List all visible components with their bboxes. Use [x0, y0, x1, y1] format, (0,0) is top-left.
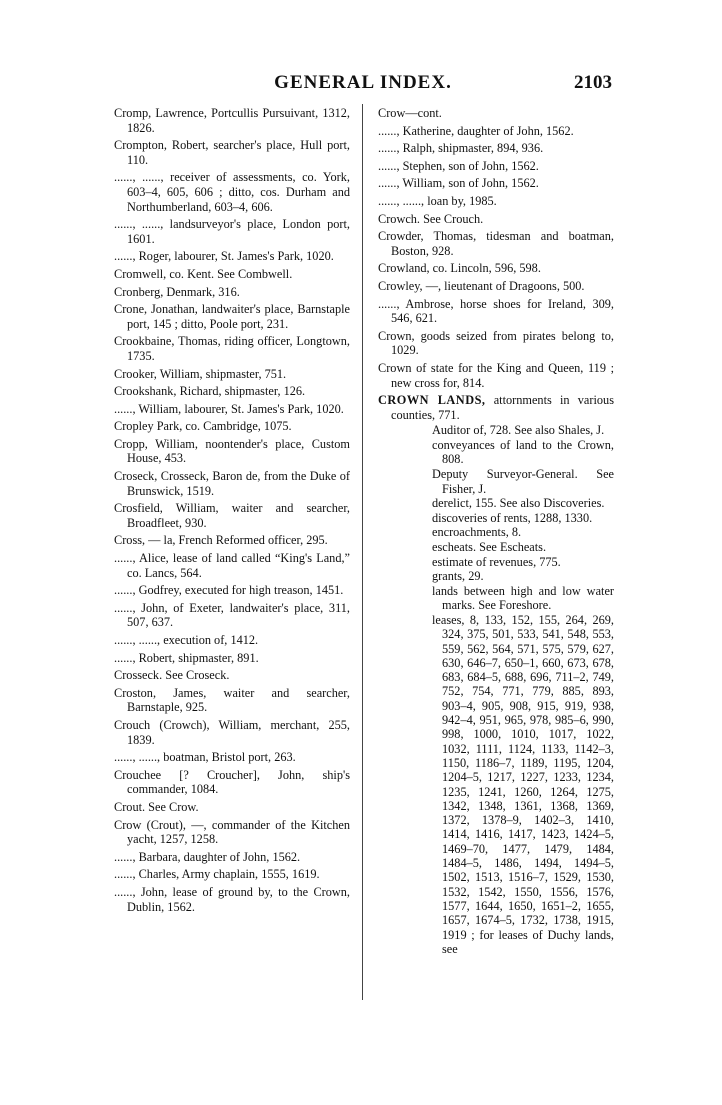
crown-lands-subentry: derelict, 155. See also Discoveries.: [432, 496, 605, 511]
crown-lands-entry: [378, 393, 614, 422]
index-entry: Cropley Park, co. Cambridge, 1075.: [114, 419, 292, 434]
index-entry: Cromwell, co. Kent. See Combwell.: [114, 266, 293, 281]
index-entry: Crout. See Crow.: [114, 799, 199, 814]
index-entry: ......, Robert, shipmaster, 891.: [114, 650, 259, 665]
index-entry: Cromp, Lawrence, Portcullis Pursuivant, 1312, 1826.: [114, 106, 350, 135]
index-entry: Crosfield, William, waiter and searcher, Broadfleet, 930.: [114, 501, 350, 530]
index-entry: ......, Alice, lease of land called “King's Land,” co. Lancs, 564.: [114, 551, 350, 580]
index-entry: Crookbaine, Thomas, riding officer, Longtown, 1735.: [114, 334, 350, 363]
column-divider: [362, 104, 363, 1000]
index-entry: ......, ......, boatman, Bristol port, 263.: [114, 750, 296, 765]
index-entry: Crown of state for the King and Queen, 119 ; new cross for, 814.: [378, 360, 614, 390]
crown-lands-subentry: grants, 29.: [432, 569, 484, 584]
index-entry: ......, Roger, labourer, St. James's Park, 1020.: [114, 249, 334, 264]
index-entry: ......, Katherine, daughter of John, 1562.: [378, 123, 574, 138]
index-entry: ......, Ralph, shipmaster, 894, 936.: [378, 141, 544, 156]
crown-lands-leases: leases, 8, 133, 152, 155, 264, 269, 324, 375, 501, 533, 541, 548, 553, 559, 562, 564, 571, 575, 579, 627, 630, 646–7, 650–1, 660, 673, 678, 683, 684–5, 688, 696, 711–2, 749, 752, 754, 771, 779, 885, 893, 903–4, 905, 908, 915, 919, 938, 942–4, 951, 965, 978, 985–6, 990, 998, 1000, 1010, 1017, 1022, 1032, 1111, 1124, 1133, 1142–3, 1150, 1186–7, 1189, 1195, 1204, 1204–5, 1217, 1227, 1233, 1234, 1235, 1241, 1260, 1264, 1275, 1342, 1348, 1361, 1368, 1369, 1372, 1378–9, 1402–3, 1410, 1414, 1416, 1417, 1423, 1424–5, 1469–70, 1477, 1479, 1484, 1484–5, 1486, 1494, 1494–5, 1502, 1513, 1516–7, 1529, 1530, 1532, 1542, 1550, 1556, 1576, 1577, 1644, 1650, 1651–2, 1655, 1657, 1674–5, 1732, 1738, 1915, 1919 ; for leases of Duchy lands, see: [432, 613, 614, 956]
index-entry: Cross, — la, French Reformed officer, 295.: [114, 533, 328, 548]
index-entry: ......, Stephen, son of John, 1562.: [378, 158, 539, 173]
crown-lands-subentry: encroachments, 8.: [432, 525, 522, 540]
index-entry: Crone, Jonathan, landwaiter's place, Barnstaple port, 145 ; ditto, Poole port, 231.: [114, 302, 350, 331]
running-head: GENERAL INDEX.: [274, 72, 452, 93]
index-entry: Crowland, co. Lincoln, 596, 598.: [378, 261, 541, 276]
index-entry: Crow (Crout), —, commander of the Kitchen yacht, 1257, 1258.: [114, 817, 350, 847]
crown-lands-subentry: discoveries of rents, 1288, 1330.: [432, 510, 593, 525]
index-entry: ......, ......, loan by, 1985.: [378, 193, 497, 208]
index-entry: Crowley, —, lieutenant of Dragoons, 500.: [378, 278, 585, 293]
index-entry: Croston, James, waiter and searcher, Barnstaple, 925.: [114, 685, 350, 715]
index-entry: Crooker, William, shipmaster, 751.: [114, 366, 287, 381]
index-entry: ......, ......, execution of, 1412.: [114, 633, 259, 647]
page-header: [114, 72, 612, 96]
crown-lands-subentry: Deputy Surveyor-General. See Fisher, J.: [432, 467, 614, 496]
index-entry: Crouchee [? Croucher], John, ship's commander, 1084.: [114, 767, 350, 797]
continuation-heading: Crow—cont.: [378, 106, 442, 120]
index-entry: Crompton, Robert, searcher's place, Hull port, 110.: [114, 138, 350, 167]
index-entry: Crown, goods seized from pirates belong to, 1029.: [378, 328, 614, 358]
index-entry: ......, John, lease of ground by, to the Crown, Dublin, 1562.: [114, 884, 350, 914]
crown-lands-subentry: lands between high and low water marks. See Foreshore.: [432, 583, 614, 613]
crown-lands-headword: CROWN LANDS,: [378, 393, 486, 408]
right-column: [378, 106, 614, 956]
index-entry: ......, Charles, Army chaplain, 1555, 1619.: [114, 867, 320, 882]
index-entry: ......, ......, receiver of assessments, co. York, 603–4, 605, 606 ; ditto, cos. Durham and Northumberland, 603–4, 606.: [114, 170, 350, 214]
index-entry: ......, Barbara, daughter of John, 1562.: [114, 849, 301, 864]
index-entry: ......, ......, landsurveyor's place, London port, 1601.: [114, 217, 350, 246]
index-entry: Cronberg, Denmark, 316.: [114, 284, 240, 299]
index-entry: ......, Godfrey, executed for high treason, 1451.: [114, 583, 344, 598]
index-entry: ......, William, son of John, 1562.: [378, 176, 539, 191]
crown-lands-subentry: estimate of revenues, 775.: [432, 554, 561, 569]
index-entry: Croseck, Crosseck, Baron de, from the Duke of Brunswick, 1519.: [114, 469, 350, 498]
index-entry: Cropp, William, noontender's place, Custom House, 453.: [114, 436, 350, 466]
index-entry: Crosseck. See Croseck.: [114, 668, 230, 683]
index-entry: ......, John, of Exeter, landwaiter's place, 311, 507, 637.: [114, 600, 350, 630]
index-entry: Crowder, Thomas, tidesman and boatman, Boston, 928.: [378, 229, 614, 258]
left-column: [114, 106, 350, 917]
index-entry: ......, Ambrose, horse shoes for Ireland, 309, 546, 621.: [378, 296, 614, 326]
crown-lands-subentry: conveyances of land to the Crown, 808.: [432, 437, 614, 467]
index-entry: ......, William, labourer, St. James's Park, 1020.: [114, 401, 344, 416]
crown-lands-subentry: Auditor of, 728. See also Shales, J.: [432, 423, 605, 438]
crown-lands-subentry: escheats. See Escheats.: [432, 540, 547, 555]
page-number: 2103: [574, 72, 612, 93]
index-entry: Crowch. See Crouch.: [378, 211, 484, 226]
crown-lands-text: attornments in various counties, 771.: [391, 393, 614, 422]
index-entry: Crookshank, Richard, shipmaster, 126.: [114, 384, 306, 399]
index-entry: Crouch (Crowch), William, merchant, 255, 1839.: [114, 717, 350, 747]
